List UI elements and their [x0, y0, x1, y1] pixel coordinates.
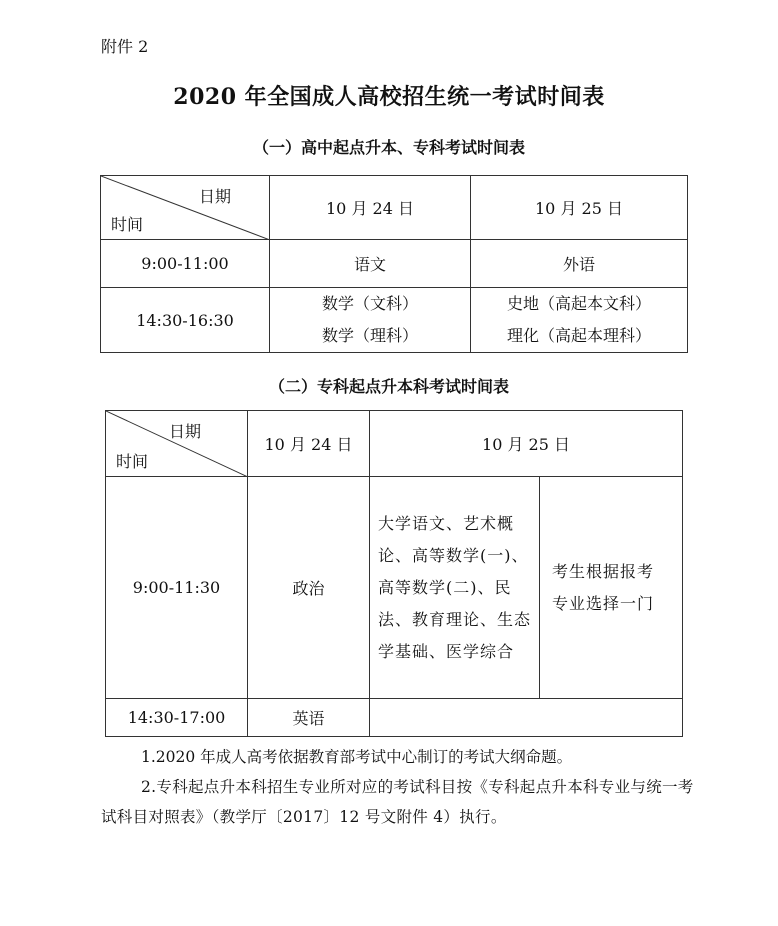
time-cell: 14:30-16:30 — [101, 288, 270, 353]
section1-title: （一）高中起点升本、专科考试时间表 — [252, 138, 525, 157]
time-cell: 9:00-11:00 — [101, 240, 270, 288]
schedule-table-2 — [105, 410, 683, 737]
date-header: 10 月 24 日 — [270, 176, 471, 240]
page-title: 2020 年全国成人高校招生统一考试时间表 — [173, 84, 605, 110]
corner-date-label: 日期 — [198, 187, 231, 206]
subject-cell: 语文 — [270, 240, 471, 288]
corner-cell — [106, 411, 248, 477]
subject-line: 数学（理科） — [321, 326, 418, 345]
subject-line: 史地（高起本文科） — [506, 294, 651, 313]
schedule-table-1 — [100, 175, 688, 353]
table-row — [101, 288, 688, 353]
subject-line: 数学（文科） — [321, 294, 418, 313]
corner-time-label: 时间 — [111, 215, 144, 234]
subject-cell — [270, 288, 471, 353]
subject-cell: 外语 — [471, 240, 688, 288]
note-1: 1.2020 年成人高考依据教育部考试中心制订的考试大纲命题。 — [141, 748, 573, 766]
section2-title: （二）专科起点升本科考试时间表 — [268, 377, 509, 396]
corner-date-label: 日期 — [168, 422, 201, 441]
table-header-row — [106, 411, 683, 477]
time-cell: 14:30-17:00 — [106, 699, 248, 737]
selection-note-cell: 考生根据报考专业选择一门 — [540, 477, 683, 699]
subject-list-cell: 大学语文、艺术概论、高等数学(一)、高等数学(二)、民法、教育理论、生态学基础、医学综合 — [370, 477, 540, 699]
subject-cell: 政治 — [248, 477, 370, 699]
subject-cell: 英语 — [248, 699, 370, 737]
table-row — [106, 699, 683, 737]
attachment-label: 附件 2 — [101, 37, 149, 56]
date-header: 10 月 25 日 — [370, 411, 683, 477]
table-row — [101, 240, 688, 288]
date-header: 10 月 25 日 — [471, 176, 688, 240]
table-row — [106, 477, 683, 699]
date-header: 10 月 24 日 — [248, 411, 370, 477]
note-2: 2.专科起点升本科招生专业所对应的考试科目按《专科起点升本科专业与统一考试科目对照表》（教学厅〔2017〕12 号文附件 4）执行。 — [101, 778, 694, 826]
corner-time-label: 时间 — [116, 452, 149, 471]
empty-cell — [370, 699, 683, 737]
corner-cell — [101, 176, 270, 240]
subject-line: 理化（高起本理科） — [506, 326, 651, 345]
subject-cell — [471, 288, 688, 353]
table-header-row — [101, 176, 688, 240]
time-cell: 9:00-11:30 — [106, 477, 248, 699]
